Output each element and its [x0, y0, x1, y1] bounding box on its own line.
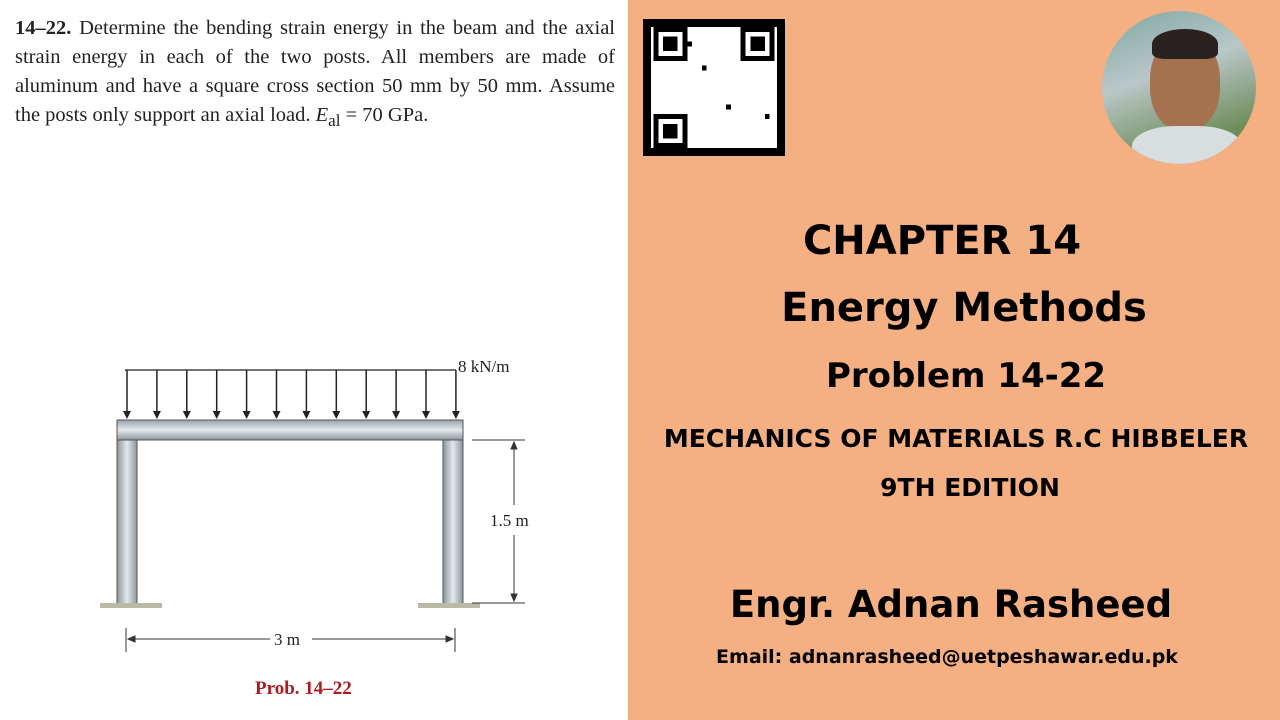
problem-title: Problem 14-22 — [825, 356, 1107, 396]
author-email: Email: adnanrasheed@uetpeshawar.edu.pk — [716, 646, 1178, 668]
load-arrowhead — [302, 411, 310, 419]
distributed-load-arrows — [123, 370, 460, 419]
ground-right — [418, 603, 480, 608]
load-arrowhead — [273, 411, 281, 419]
load-arrowhead — [392, 411, 400, 419]
edition: 9TH EDITION — [880, 473, 1060, 502]
modulus-sub: al — [328, 111, 341, 131]
chapter-title: CHAPTER 14 — [802, 218, 1082, 264]
problem-text: Determine the bending strain energy in the beam and the axial strain energy in each of the two posts. All members are made of aluminum and have a square cross section 50 mm by 50 mm. Assume the posts only support an axial load. — [15, 17, 615, 126]
book-title: MECHANICS OF MATERIALS R.C HIBBELER — [663, 424, 1249, 453]
problem-panel — [0, 0, 628, 720]
load-arrowhead — [123, 411, 131, 419]
author-avatar — [1102, 11, 1256, 164]
modulus-symbol: E — [315, 104, 329, 126]
frame-diagram — [0, 0, 628, 720]
ground-left — [100, 603, 162, 608]
load-arrowhead — [332, 411, 340, 419]
load-arrowhead — [153, 411, 161, 419]
left-post — [117, 440, 137, 605]
load-arrowhead — [213, 411, 221, 419]
beam — [117, 420, 463, 440]
load-arrowhead — [183, 411, 191, 419]
problem-number: 14–22. — [15, 17, 72, 39]
load-arrowhead — [422, 411, 430, 419]
height-label: 1.5 m — [490, 511, 529, 530]
figure-caption: Prob. 14–22 — [255, 678, 352, 699]
load-arrowhead — [452, 411, 460, 419]
topic-title: Energy Methods — [781, 285, 1147, 331]
right-post — [443, 440, 463, 605]
load-label: 8 kN/m — [458, 357, 510, 376]
load-arrowhead — [243, 411, 251, 419]
author-name: Engr. Adnan Rasheed — [729, 583, 1173, 626]
span-label: 3 m — [274, 630, 300, 649]
qr-code[interactable] — [643, 19, 785, 156]
modulus-value: = 70 GPa. — [345, 104, 429, 126]
load-arrowhead — [362, 411, 370, 419]
